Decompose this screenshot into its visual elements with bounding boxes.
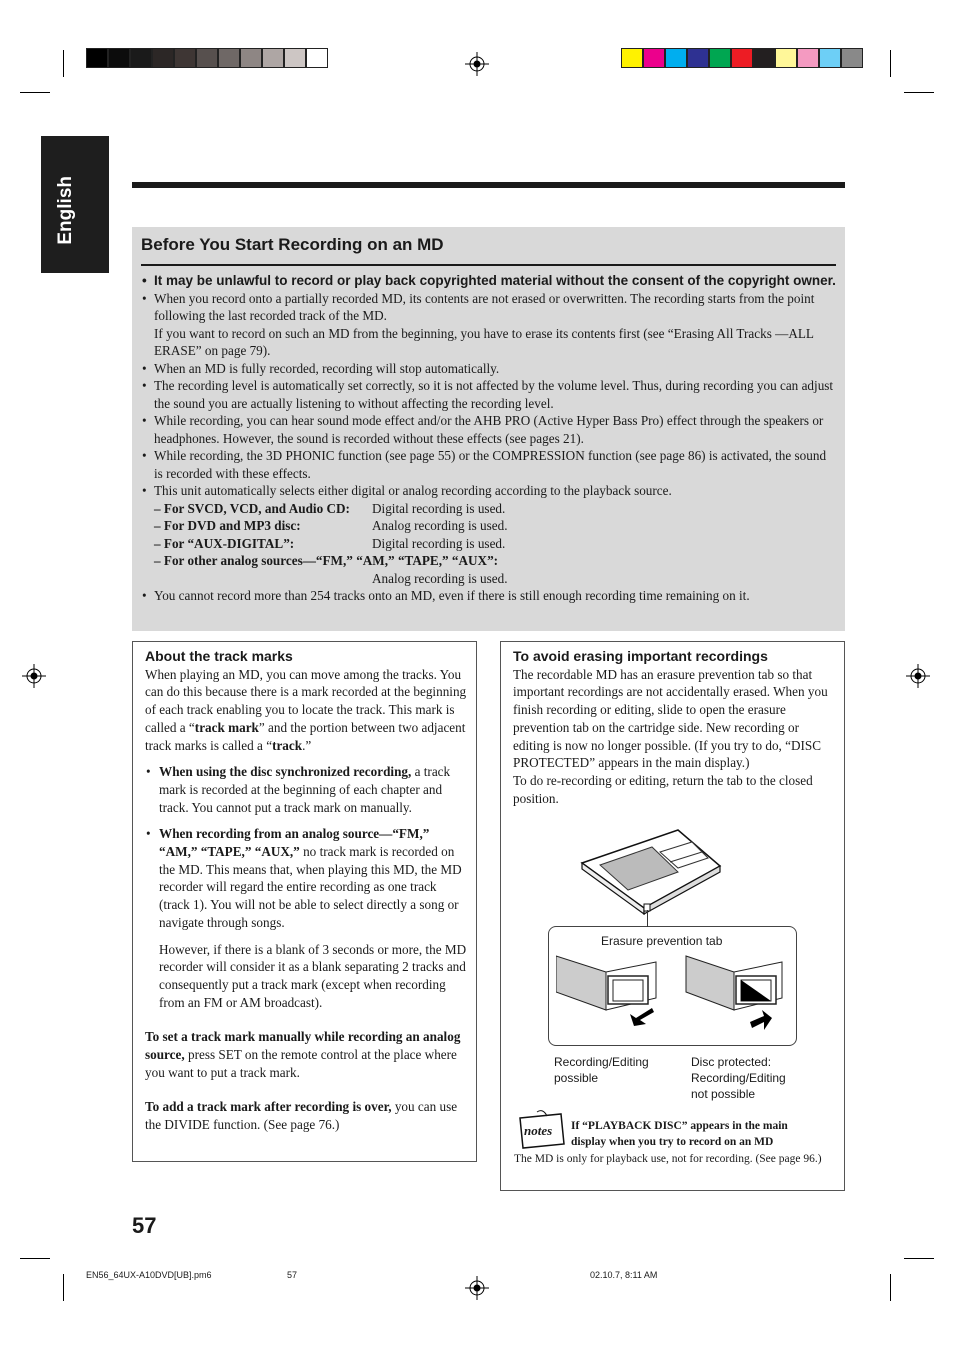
caption-open: Recording/Editing possible (554, 1055, 649, 1085)
box-heading: To avoid erasing important recordings (513, 648, 768, 664)
language-label: English (55, 176, 76, 245)
calibration-swatch (130, 48, 152, 68)
paragraph: However, if there is a blank of 3 seconds or more, the MD recorder will consider it as a blank separating 2 tracks and consequently put a track mark (except when recording from an FM or AM broadcast). (159, 941, 467, 1010)
page-number: 57 (132, 1213, 157, 1238)
crop-mark (20, 1258, 50, 1259)
tab-open-diagram (556, 952, 664, 1032)
calibration-swatch (240, 48, 262, 68)
calibration-swatch (797, 48, 819, 68)
note-heading: If “PLAYBACK DISC” appears in the main display when you try to record on an MD (571, 1120, 788, 1148)
calibration-swatch (731, 48, 753, 68)
intro-paragraph: When playing an MD, you can move among the tracks. You can do this because there is a mark recorded at the beginning of each track enabling you to locate the track. This mark is called a “track mark” and the portion between two adjacent track marks is called a “track.” (145, 666, 467, 753)
calibration-swatch (284, 48, 306, 68)
calibration-swatch (108, 48, 130, 68)
calibration-swatch (196, 48, 218, 68)
registration-mark-icon (906, 664, 930, 688)
list-item: • The recording level is automatically set correctly, so it is not affected by the volume level. Thus, during recording you can adjust the sound you are actually listening to without affecting the recording level. (140, 377, 837, 412)
registration-mark-icon (22, 664, 46, 688)
source-value: Analog recording is used. (372, 570, 508, 586)
calibration-swatch (687, 48, 709, 68)
calibration-swatch (753, 48, 775, 68)
erasure-prevention-box (500, 641, 845, 1191)
tab-closed-diagram (684, 952, 792, 1032)
notes-list (140, 272, 837, 605)
calibration-swatch (621, 48, 643, 68)
calibration-swatch (262, 48, 284, 68)
paragraph: To do re-recording or editing, return the tab to the closed position. (513, 772, 813, 806)
source-row: – For DVD and MP3 disc: Analog recording is used. (154, 518, 508, 533)
footer-page: 57 (287, 1270, 298, 1280)
box-heading: About the track marks (145, 648, 293, 664)
paragraph: The recordable MD has an erasure prevention tab so that important recordings are not accidentally erased. When you finish recording or editing, slide to open the erasure prevention tab on the cartridge side. New recording or editing is now no longer possible. (If you try to do, “DISC PROTECTED” appears in the main display.) (513, 666, 828, 771)
calibration-swatch (775, 48, 797, 68)
crop-mark (904, 92, 934, 93)
crop-mark (20, 92, 50, 93)
md-disc-illustration (580, 828, 740, 916)
source-row: – For other analog sources—“FM,” “AM,” “TAPE,” “AUX”: (154, 553, 499, 568)
section-heading: Before You Start Recording on an MD (141, 235, 444, 254)
grayscale-calibration-bar (86, 48, 328, 68)
crop-mark (63, 50, 64, 77)
calibration-swatch (86, 48, 108, 68)
calibration-swatch (218, 48, 240, 68)
copyright-warning: • It may be unlawful to record or play back copyrighted material without the consent of the copyright owner. (140, 272, 837, 290)
language-tab (41, 136, 109, 273)
list-item: • While recording, you can hear sound mode effect and/or the AHB PRO (Active Hyper Bass Pro) effect through the speakers or headphones. However, the sound is recorded without these effects (see pages 21). (140, 412, 837, 447)
calibration-swatch (841, 48, 863, 68)
list-item: • When you record onto a partially recorded MD, its contents are not erased or overwritten. The recording starts from the point following the last recorded track of the MD. If you want to record on such an MD from the beginning, you have to erase its contents first (see “Erasing All Tracks —ALL ERASE” on page 79). (140, 290, 837, 360)
track-marks-box (132, 641, 477, 1162)
calibration-swatch (643, 48, 665, 68)
crop-mark (63, 1274, 64, 1301)
section-rule (132, 182, 845, 188)
calibration-swatch (709, 48, 731, 68)
paragraph: To set a track mark manually while recording an analog source, press SET on the remote control at the place where you want to put a track mark. (145, 1029, 461, 1080)
calibration-swatch (152, 48, 174, 68)
callout-leader (647, 910, 648, 927)
list-item: • When recording from an analog source—“FM,” “AM,” “TAPE,” “AUX,” no track mark is recorded on the MD. This means that, when playing this MD, the MD recorder will regard the entire recording as one track (track 1). You will not be able to select directly a song or navigate through songs. (146, 826, 462, 930)
list-item: • This unit automatically selects either digital or analog recording according to the playback source. – For SVCD, VCD, and Audio CD: Digital recording is used. – For DVD and MP3 disc: Analog recording is used. – For “AUX-DIGITAL”: Digital recording is used. – For other analog sources—“FM,” “AM,” “TAPE,” “AUX”: Analog recording is used. (140, 482, 837, 587)
list-item: • While recording, the 3D PHONIC function (see page 55) or the COMPRESSION function (see page 86) is activated, the sound is recorded with these effects. (140, 447, 837, 482)
caption-closed: Disc protected: Recording/Editing not possible (691, 1055, 786, 1101)
registration-mark-icon (465, 1276, 489, 1300)
source-row: – For SVCD, VCD, and Audio CD: Digital recording is used. (154, 500, 506, 516)
heading-underline (141, 264, 836, 266)
footer-file: EN56_64UX-A10DVD[UB].pm6 (86, 1270, 212, 1280)
figure-label: Erasure prevention tab (601, 934, 723, 948)
recording-notes-section (132, 227, 845, 631)
list-item: • When an MD is fully recorded, recording will stop automatically. (140, 360, 837, 378)
notes-icon (517, 1110, 567, 1150)
note-text: The MD is only for playback use, not for recording. (See page 96.) (514, 1153, 822, 1165)
calibration-swatch (819, 48, 841, 68)
footer-date: 02.10.7, 8:11 AM (590, 1270, 658, 1280)
calibration-swatch (306, 48, 328, 68)
paragraph: To add a track mark after recording is over, you can use the DIVIDE function. (See page 76.) (145, 1099, 458, 1133)
list-item: • You cannot record more than 254 tracks onto an MD, even if there is still enough recording time remaining on it. (140, 587, 837, 605)
source-row: – For “AUX-DIGITAL”: Digital recording is used. (154, 535, 506, 551)
list-item: • When using the disc synchronized recording, a track mark is recorded at the beginning of each chapter and track. You cannot put a track mark on manually. (146, 764, 451, 815)
registration-mark-icon (465, 52, 489, 76)
crop-mark (890, 1274, 891, 1301)
calibration-swatch (174, 48, 196, 68)
color-calibration-bar (621, 48, 863, 68)
crop-mark (890, 50, 891, 77)
notes-label: notes (524, 1123, 553, 1138)
crop-mark (904, 1258, 934, 1259)
calibration-swatch (665, 48, 687, 68)
